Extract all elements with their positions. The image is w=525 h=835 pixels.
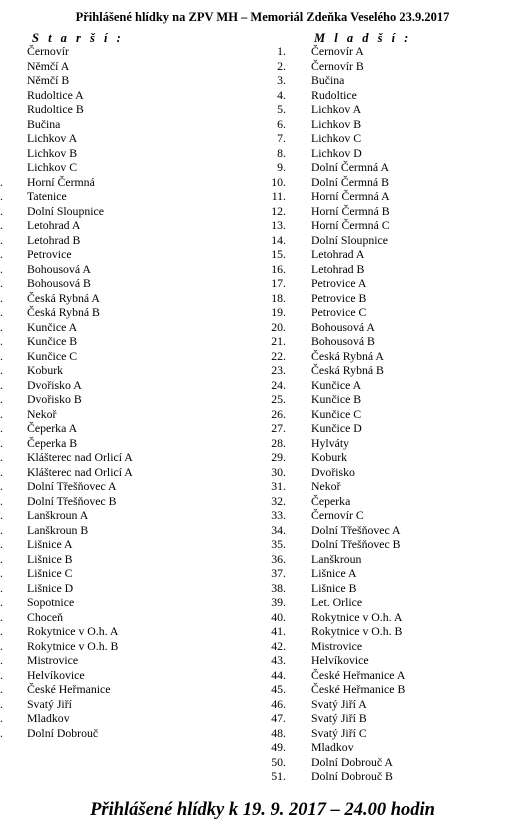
team-name: Mistrovice xyxy=(27,653,79,667)
starsi-heading: S t a r š í : xyxy=(32,31,124,45)
team-name: Dolní Dobrouč xyxy=(27,725,99,740)
mladsi-team-row xyxy=(256,175,516,190)
team-name: Lanškroun A xyxy=(27,508,89,522)
list-item-number: 17. xyxy=(271,276,286,290)
starsi-team-row xyxy=(0,421,260,436)
mladsi-team-row xyxy=(256,697,516,712)
starsi-team-row xyxy=(0,262,260,277)
list-item-number: . xyxy=(0,276,3,290)
starsi-team-row xyxy=(0,218,260,233)
team-name: Dolní Třešňovec B xyxy=(27,493,117,508)
starsi-team-row xyxy=(0,349,260,364)
team-name: Lichkov A xyxy=(27,131,78,145)
team-name: Choceň xyxy=(27,609,64,624)
team-name: Koburk xyxy=(311,450,348,464)
list-item-number: 18. xyxy=(271,290,286,305)
starsi-team-row xyxy=(0,59,260,74)
list-item-number: . xyxy=(0,493,3,508)
starsi-team-row xyxy=(0,392,260,407)
starsi-team-row xyxy=(0,146,260,161)
team-name: Dolní Dobrouč B xyxy=(311,769,393,783)
list-item-number: 29. xyxy=(271,450,286,464)
mladsi-team-row xyxy=(256,276,516,291)
team-name: Lichkov C xyxy=(311,131,362,145)
team-name: Kunčice B xyxy=(311,392,362,406)
mladsi-team-row xyxy=(256,247,516,262)
list-item-number: 28. xyxy=(271,435,286,450)
starsi-team-row xyxy=(0,450,260,465)
list-item-number: 44. xyxy=(271,667,286,682)
mladsi-team-row xyxy=(256,494,516,509)
list-item-number: 38. xyxy=(271,580,286,595)
list-item-number: . xyxy=(0,551,3,566)
team-name: Svatý Jiří C xyxy=(311,725,367,740)
team-name: Letohrad B xyxy=(311,261,365,276)
starsi-team-row xyxy=(0,624,260,639)
list-item-number: 6. xyxy=(277,116,286,131)
list-item-number: . xyxy=(0,232,3,247)
team-name: Let. Orlice xyxy=(311,595,363,609)
list-item-number: . xyxy=(0,609,3,624)
team-name: Helvíkovice xyxy=(27,667,85,682)
list-item-number: . xyxy=(0,305,3,319)
starsi-team-row xyxy=(0,320,260,335)
team-name: Kunčice B xyxy=(27,334,78,348)
starsi-team-row xyxy=(0,334,260,349)
team-name: Nekoř xyxy=(27,406,57,421)
team-name: Čeperka B xyxy=(27,435,78,450)
list-item-number: . xyxy=(0,377,3,392)
team-name: Čeperka A xyxy=(27,421,78,435)
document-title: Přihlášené hlídky na ZPV MH – Memoriál Zdeňka Veselého 23.9.2017 xyxy=(75,10,450,24)
list-item-number: 2. xyxy=(277,58,286,73)
list-item-number: 25. xyxy=(271,392,286,406)
team-name: Bohousová A xyxy=(311,319,375,334)
mladsi-team-row xyxy=(256,117,516,132)
mladsi-team-row xyxy=(256,233,516,248)
mladsi-heading: M l a d š í : xyxy=(314,31,412,45)
starsi-team-row xyxy=(0,291,260,306)
team-name: Horní Čermná A xyxy=(311,189,390,203)
starsi-team-row xyxy=(0,44,260,59)
list-item-number: 43. xyxy=(271,653,286,667)
list-item-number: 42. xyxy=(271,638,286,653)
list-item-number: 27. xyxy=(271,421,286,435)
list-item-number: 16. xyxy=(271,261,286,276)
mladsi-team-row xyxy=(256,537,516,552)
list-item-number: 37. xyxy=(271,566,286,580)
team-name: Kunčice D xyxy=(311,421,362,435)
mladsi-team-row xyxy=(256,349,516,364)
team-name: České Heřmanice B xyxy=(311,682,406,696)
list-item-number: . xyxy=(0,174,3,189)
mladsi-team-row xyxy=(256,465,516,480)
starsi-team-row xyxy=(0,508,260,523)
mladsi-team-row xyxy=(256,146,516,161)
list-item-number: . xyxy=(0,696,3,711)
team-name: Hylváty xyxy=(311,435,350,450)
starsi-team-row xyxy=(0,523,260,538)
team-name: Černovír C xyxy=(311,508,364,522)
starsi-team-row xyxy=(0,610,260,625)
starsi-team-row xyxy=(0,639,260,654)
mladsi-team-row xyxy=(256,102,516,117)
starsi-team-row xyxy=(0,479,260,494)
list-item-number: . xyxy=(0,711,3,725)
team-name: Kunčice A xyxy=(27,319,78,334)
mladsi-team-row xyxy=(256,508,516,523)
team-name: Petrovice A xyxy=(311,276,367,290)
team-name: Lanškroun xyxy=(311,551,362,566)
team-name: Petrovice C xyxy=(311,305,367,319)
list-item-number: . xyxy=(0,450,3,464)
list-item-number: . xyxy=(0,348,3,363)
list-item-number: . xyxy=(0,406,3,421)
starsi-team-row xyxy=(0,566,260,581)
team-name: Rokytnice v O.h. B xyxy=(311,624,403,638)
list-item-number: 12. xyxy=(271,203,286,218)
starsi-team-row xyxy=(0,189,260,204)
team-name: Lichkov A xyxy=(311,102,362,116)
list-item-number: . xyxy=(0,638,3,653)
list-item-number: 19. xyxy=(271,305,286,319)
team-name: Rokytnice v O.h. A xyxy=(27,624,119,638)
mladsi-list xyxy=(256,44,516,784)
mladsi-team-row xyxy=(256,305,516,320)
starsi-team-row xyxy=(0,233,260,248)
mladsi-team-row xyxy=(256,378,516,393)
list-item-number: 15. xyxy=(271,247,286,261)
list-item-number: . xyxy=(0,464,3,479)
list-item-number: . xyxy=(0,334,3,348)
list-item-number: 8. xyxy=(277,145,286,160)
list-item-number: . xyxy=(0,261,3,276)
team-name: Sopotnice xyxy=(27,595,75,609)
team-name: Klášterec nad Orlicí A xyxy=(27,464,133,479)
starsi-team-row xyxy=(0,117,260,132)
list-item-number: 47. xyxy=(271,711,286,725)
mladsi-team-row xyxy=(256,204,516,219)
mladsi-team-row xyxy=(256,160,516,175)
team-name: Kunčice A xyxy=(311,377,362,392)
team-name: Letohrad A xyxy=(311,247,365,261)
team-name: Dolní Třešňovec B xyxy=(311,537,401,551)
list-item-number: 13. xyxy=(271,218,286,232)
starsi-team-row xyxy=(0,711,260,726)
mladsi-team-row xyxy=(256,131,516,146)
list-item-number: . xyxy=(0,595,3,609)
team-name: Klášterec nad Orlicí A xyxy=(27,450,133,464)
starsi-team-row xyxy=(0,88,260,103)
mladsi-team-row xyxy=(256,610,516,625)
list-item-number: 41. xyxy=(271,624,286,638)
team-name: Němčí A xyxy=(27,58,70,73)
starsi-team-row xyxy=(0,595,260,610)
list-item-number: 24. xyxy=(271,377,286,392)
starsi-team-row xyxy=(0,653,260,668)
mladsi-team-row xyxy=(256,769,516,784)
list-item-number: 33. xyxy=(271,508,286,522)
list-item-number: 30. xyxy=(271,464,286,479)
mladsi-team-row xyxy=(256,653,516,668)
starsi-team-row xyxy=(0,407,260,422)
starsi-team-row xyxy=(0,378,260,393)
team-name: Bučina xyxy=(311,73,345,87)
team-name: Kunčice C xyxy=(311,406,362,421)
team-name: Rudoltice xyxy=(311,87,357,102)
team-name: České Heřmanice A xyxy=(311,667,406,682)
team-name: Lichkov D xyxy=(311,145,362,160)
list-item-number: 21. xyxy=(271,334,286,348)
mladsi-team-row xyxy=(256,479,516,494)
registration-deadline-note: Přihlášené hlídky k 19. 9. 2017 – 24.00 hodin xyxy=(90,800,435,820)
mladsi-team-row xyxy=(256,320,516,335)
starsi-team-row xyxy=(0,305,260,320)
list-item-number: 46. xyxy=(271,696,286,711)
team-name: Lichkov C xyxy=(27,160,78,174)
team-name: Horní Čermná xyxy=(27,174,95,189)
list-item-number: . xyxy=(0,203,3,218)
team-name: Lišnice B xyxy=(311,580,357,595)
mladsi-team-row xyxy=(256,59,516,74)
list-item-number: 50. xyxy=(271,754,286,769)
team-name: Bohousová B xyxy=(27,276,91,290)
starsi-team-row xyxy=(0,682,260,697)
list-item-number: . xyxy=(0,667,3,682)
team-name: Lišnice D xyxy=(27,580,74,595)
team-name: Dvořisko A xyxy=(27,377,82,392)
list-item-number: . xyxy=(0,725,3,740)
team-name: Svatý Jiří B xyxy=(311,711,367,725)
list-item-number: . xyxy=(0,653,3,667)
mladsi-team-row xyxy=(256,682,516,697)
starsi-team-row xyxy=(0,102,260,117)
list-item-number: 10. xyxy=(271,174,286,189)
mladsi-team-row xyxy=(256,44,516,59)
team-name: Čeperka xyxy=(311,493,351,508)
team-name: Lichkov B xyxy=(311,116,362,131)
team-name: Bohousová B xyxy=(311,334,375,348)
team-name: Horní Čermná B xyxy=(311,203,390,218)
mladsi-team-row xyxy=(256,624,516,639)
list-item-number: . xyxy=(0,624,3,638)
team-name: Lišnice C xyxy=(27,566,73,580)
list-item-number: 36. xyxy=(271,551,286,566)
mladsi-team-row xyxy=(256,392,516,407)
team-name: Mladkov xyxy=(311,740,354,754)
starsi-team-row xyxy=(0,276,260,291)
mladsi-team-row xyxy=(256,407,516,422)
list-item-number: 34. xyxy=(271,522,286,537)
team-name: Lichkov B xyxy=(27,145,78,160)
starsi-team-row xyxy=(0,668,260,683)
team-name: Bohousová A xyxy=(27,261,91,276)
starsi-team-row xyxy=(0,537,260,552)
team-name: Lišnice B xyxy=(27,551,73,566)
list-item-number: 49. xyxy=(271,740,286,754)
list-item-number: 14. xyxy=(271,232,286,247)
team-name: Česká Rybná A xyxy=(311,348,384,363)
starsi-team-row xyxy=(0,436,260,451)
list-item-number: 32. xyxy=(271,493,286,508)
list-item-number: . xyxy=(0,522,3,537)
team-name: Dvořisko xyxy=(311,464,355,479)
team-name: Kunčice C xyxy=(27,348,78,363)
mladsi-team-row xyxy=(256,639,516,654)
team-name: Lišnice A xyxy=(27,537,73,551)
team-name: Dvořisko B xyxy=(27,392,82,406)
team-name: Lišnice A xyxy=(311,566,357,580)
team-name: České Heřmanice xyxy=(27,682,111,696)
mladsi-team-row xyxy=(256,668,516,683)
team-name: Horní Čermná C xyxy=(311,218,390,232)
list-item-number: 5. xyxy=(277,102,286,116)
team-name: Svatý Jiří A xyxy=(311,696,367,711)
mladsi-team-row xyxy=(256,595,516,610)
team-name: Rokytnice v O.h. A xyxy=(311,609,403,624)
starsi-team-row xyxy=(0,697,260,712)
team-name: Dolní Dobrouč A xyxy=(311,754,393,769)
list-item-number: . xyxy=(0,218,3,232)
team-name: Koburk xyxy=(27,363,64,377)
list-item-number: 45. xyxy=(271,682,286,696)
list-item-number: . xyxy=(0,247,3,261)
starsi-team-row xyxy=(0,247,260,262)
list-item-number: 26. xyxy=(271,406,286,421)
mladsi-team-row xyxy=(256,334,516,349)
team-name: Dolní Sloupnice xyxy=(27,203,105,218)
list-item-number: . xyxy=(0,421,3,435)
team-name: Černovír A xyxy=(311,44,364,58)
team-name: Petrovice xyxy=(27,247,72,261)
team-name: Rudoltice B xyxy=(27,102,84,116)
team-name: Rudoltice A xyxy=(27,87,84,102)
list-item-number: 31. xyxy=(271,479,286,493)
mladsi-team-row xyxy=(256,218,516,233)
list-item-number: . xyxy=(0,580,3,595)
list-item-number: . xyxy=(0,537,3,551)
list-item-number: 20. xyxy=(271,319,286,334)
mladsi-team-row xyxy=(256,726,516,741)
starsi-team-row xyxy=(0,160,260,175)
list-item-number: . xyxy=(0,508,3,522)
starsi-team-row xyxy=(0,131,260,146)
team-name: Helvíkovice xyxy=(311,653,369,667)
starsi-team-row xyxy=(0,552,260,567)
team-name: Letohrad B xyxy=(27,232,81,247)
team-name: Bučina xyxy=(27,116,61,131)
mladsi-team-row xyxy=(256,88,516,103)
mladsi-team-row xyxy=(256,566,516,581)
starsi-team-row xyxy=(0,175,260,190)
mladsi-team-row xyxy=(256,363,516,378)
list-item-number: . xyxy=(0,682,3,696)
list-item-number: . xyxy=(0,290,3,305)
team-name: Petrovice B xyxy=(311,290,367,305)
starsi-team-row xyxy=(0,204,260,219)
list-item-number: . xyxy=(0,392,3,406)
list-item-number: 7. xyxy=(277,131,286,145)
list-item-number: 39. xyxy=(271,595,286,609)
team-name: Černovír B xyxy=(311,58,364,73)
list-item-number: . xyxy=(0,189,3,203)
starsi-team-row xyxy=(0,581,260,596)
team-name: Česká Rybná B xyxy=(27,305,100,319)
list-item-number: 35. xyxy=(271,537,286,551)
mladsi-team-row xyxy=(256,436,516,451)
team-name: Dolní Třešňovec A xyxy=(27,479,117,493)
list-item-number: 3. xyxy=(277,73,286,87)
team-name: Česká Rybná B xyxy=(311,363,384,377)
list-item-number: 48. xyxy=(271,725,286,740)
mladsi-team-row xyxy=(256,740,516,755)
mladsi-team-row xyxy=(256,73,516,88)
list-item-number: 23. xyxy=(271,363,286,377)
mladsi-team-row xyxy=(256,189,516,204)
starsi-team-row xyxy=(0,363,260,378)
mladsi-team-row xyxy=(256,711,516,726)
list-item-number: . xyxy=(0,319,3,334)
team-name: Černovír xyxy=(27,44,69,58)
list-item-number: 1. xyxy=(277,44,286,58)
mladsi-team-row xyxy=(256,291,516,306)
list-item-number: 40. xyxy=(271,609,286,624)
list-item-number: . xyxy=(0,479,3,493)
team-name: Lanškroun B xyxy=(27,522,89,537)
starsi-team-row xyxy=(0,73,260,88)
team-name: Nekoř xyxy=(311,479,341,493)
team-name: Dolní Čermná B xyxy=(311,174,389,189)
list-item-number: . xyxy=(0,566,3,580)
team-name: Rokytnice v O.h. B xyxy=(27,638,119,653)
list-item-number: 22. xyxy=(271,348,286,363)
starsi-team-row xyxy=(0,726,260,741)
mladsi-team-row xyxy=(256,755,516,770)
team-name: Dolní Čermná A xyxy=(311,160,389,174)
starsi-team-row xyxy=(0,494,260,509)
team-name: Svatý Jiří xyxy=(27,696,72,711)
list-item-number: . xyxy=(0,363,3,377)
list-item-number: 9. xyxy=(277,160,286,174)
team-name: Česká Rybná A xyxy=(27,290,100,305)
team-name: Mladkov xyxy=(27,711,70,725)
mladsi-team-row xyxy=(256,421,516,436)
team-name: Letohrad A xyxy=(27,218,81,232)
starsi-team-row xyxy=(0,465,260,480)
mladsi-team-row xyxy=(256,262,516,277)
mladsi-team-row xyxy=(256,523,516,538)
team-name: Dolní Třešňovec A xyxy=(311,522,401,537)
team-name: Tatenice xyxy=(27,189,67,203)
list-item-number: 4. xyxy=(277,87,286,102)
team-name: Němčí B xyxy=(27,73,70,87)
mladsi-team-row xyxy=(256,450,516,465)
starsi-list xyxy=(0,44,260,740)
list-item-number: 11. xyxy=(271,189,286,203)
team-name: Mistrovice xyxy=(311,638,363,653)
team-name: Dolní Sloupnice xyxy=(311,232,389,247)
mladsi-team-row xyxy=(256,581,516,596)
mladsi-team-row xyxy=(256,552,516,567)
list-item-number: . xyxy=(0,435,3,450)
list-item-number: 51. xyxy=(271,769,286,783)
